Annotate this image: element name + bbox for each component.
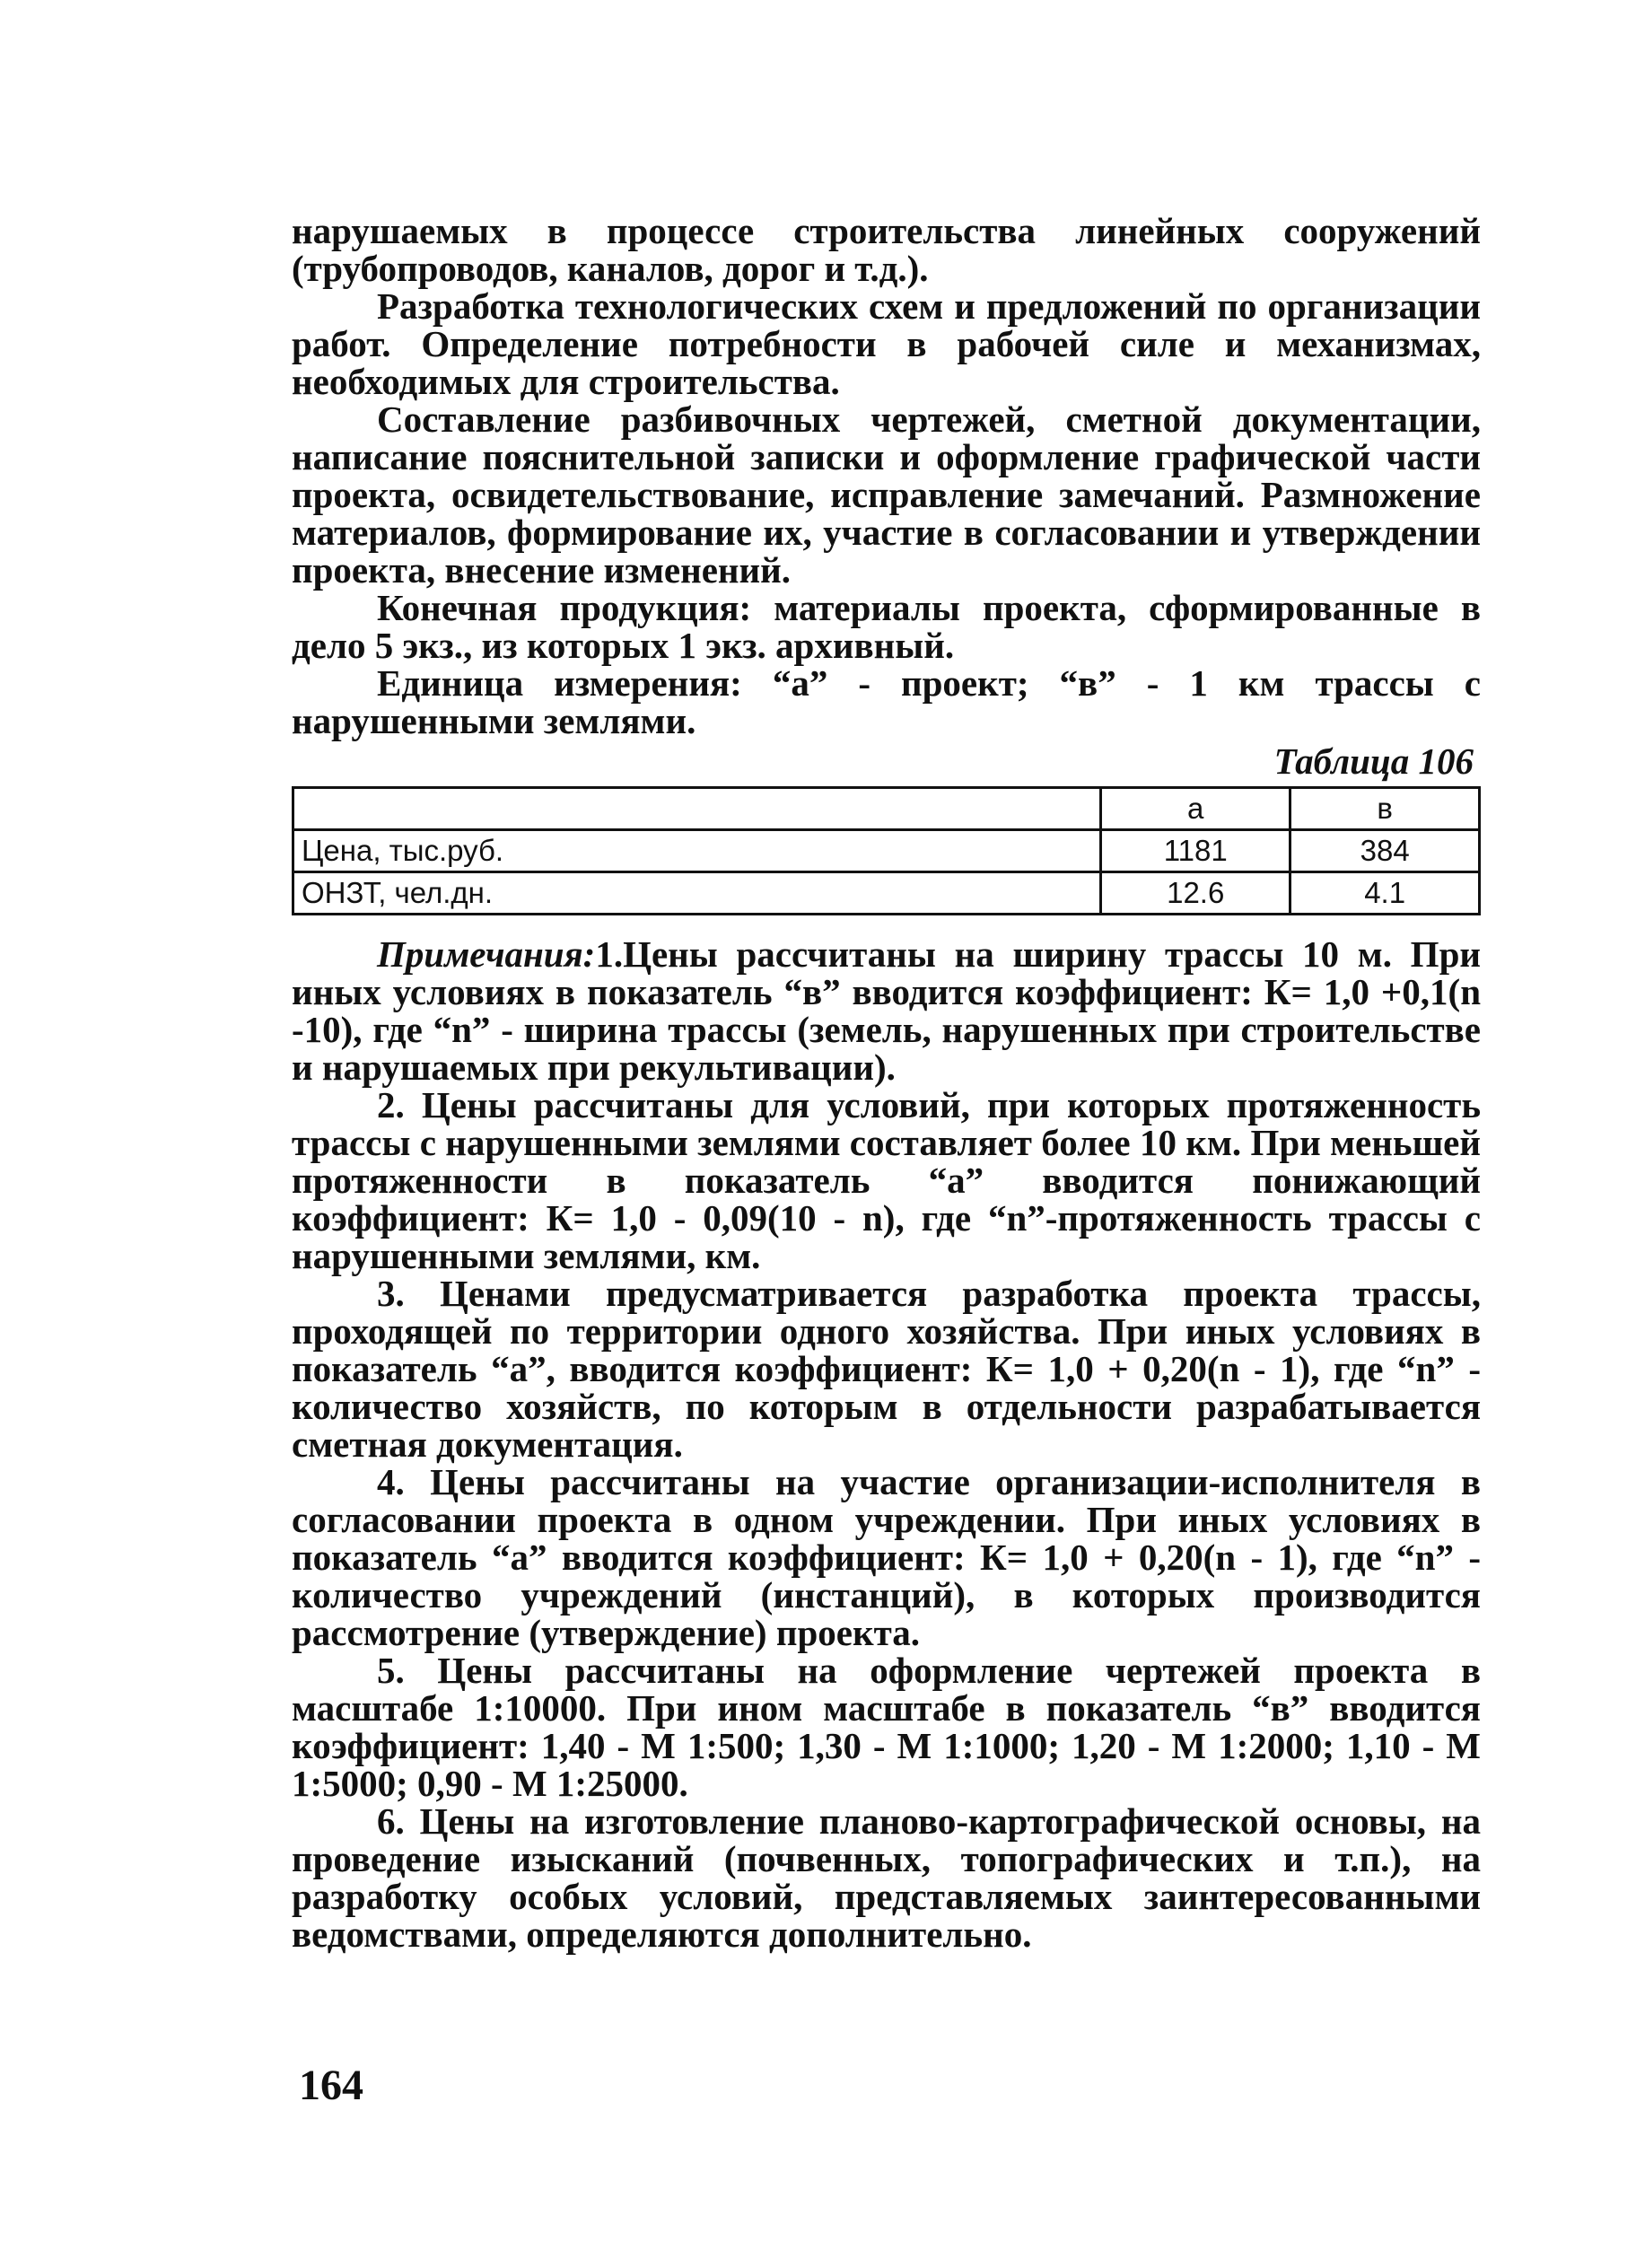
note-3: 3. Ценами предусматривается разработка проекта трассы, проходящей по территории одного хозяйства. При иных условиях в показатель “а”, вводится коэффициент: К= 1,0 + 0,20(n - 1), где “n” - количество хозяйств, по которым в отдельности разрабатывается сметная документация. — [292, 1273, 1481, 1465]
table-cell: 12.6 — [1101, 872, 1290, 915]
note-1 — [292, 935, 1481, 1086]
table-header-cell: в — [1290, 788, 1480, 830]
note-5: 5. Цены рассчитаны на оформление чертежей проекта в масштабе 1:10000. При ином масштабе в показатель “в” вводится коэффициент: 1,40 - М 1:500; 1,30 - М 1:1000; 1,20 - М 1:2000; 1,10 - М 1:5000; 0,90 - М 1:25000. — [292, 1650, 1481, 1804]
table-row — [293, 872, 1480, 915]
paragraph-drawings-documentation: Составление разбивочных чертежей, сметной документации, написание пояснительной записки и оформление графической части проекта, освидетельствование, исправление замечаний. Размножение материалов, формирование их, участие в согласовании и утверждении проекта, внесение изменений. — [292, 398, 1481, 591]
note-6: 6. Цены на изготовление планово-картографической основы, на проведение изысканий (почвенных, топографических и т.п.), на разработку особых условий, представляемых заинтересованными ведомствами, определяются дополнительно. — [292, 1800, 1481, 1955]
notes-heading: Примечания: — [377, 933, 596, 975]
table-cell: Цена, тыс.руб. — [293, 830, 1101, 872]
table-cell: 4.1 — [1290, 872, 1480, 915]
page-number: 164 — [299, 2062, 363, 2109]
table-cell: 1181 — [1101, 830, 1290, 872]
table-header-cell: а — [1101, 788, 1290, 830]
page-body — [292, 212, 1481, 1953]
table-header-cell — [293, 788, 1101, 830]
paragraph-unit-of-measure: Единица измерения: “а” - проект; “в” - 1 км трассы с нарушенными землями. — [292, 662, 1481, 741]
paragraph-technology-schemes: Разработка технологических схем и предложений по организации работ. Определение потребности в рабочей силе и механизмах, необходимых для строительства. — [292, 285, 1481, 402]
table-caption: Таблица 106 — [1273, 740, 1474, 782]
table-row — [293, 830, 1480, 872]
note-2: 2. Цены рассчитаны для условий, при которых протяженность трассы с нарушенными землями составляет более 10 км. При меньшей протяженности в показатель “а” вводится понижающий коэффициент: К= 1,0 - 0,09(10 - n), где “n”-протяженность трассы с нарушенными землями, км. — [292, 1084, 1481, 1276]
note-1-text: 1.Цены рассчитаны на ширину трассы 10 м. При иных условиях в показатель “в” вводится коэффициент: К= 1,0 +0,1(n -10), где “n” - ширина трассы (земель, нарушенных при строительстве и нарушаемых при рекультивации). — [292, 933, 1481, 1088]
note-4: 4. Цены рассчитаны на участие организации-исполнителя в согласовании проекта в одном учреждении. При иных условиях в показатель “а” вводится коэффициент: К= 1,0 + 0,20(n - 1), где “n” - количество учреждений (инстанций), в которых производится рассмотрение (утверждение) проекта. — [292, 1461, 1481, 1653]
table-cell: 384 — [1290, 830, 1480, 872]
table-cell: ОНЗТ, чел.дн. — [293, 872, 1101, 915]
paragraph-final-product: Конечная продукция: материалы проекта, сформированные в дело 5 экз., из которых 1 экз. архивный. — [292, 587, 1481, 666]
price-table — [292, 786, 1481, 915]
paragraph-continuation: нарушаемых в процессе строительства линейных сооружений (трубопроводов, каналов, дорог и т.д.). — [292, 210, 1481, 289]
table-header-row — [293, 788, 1480, 830]
